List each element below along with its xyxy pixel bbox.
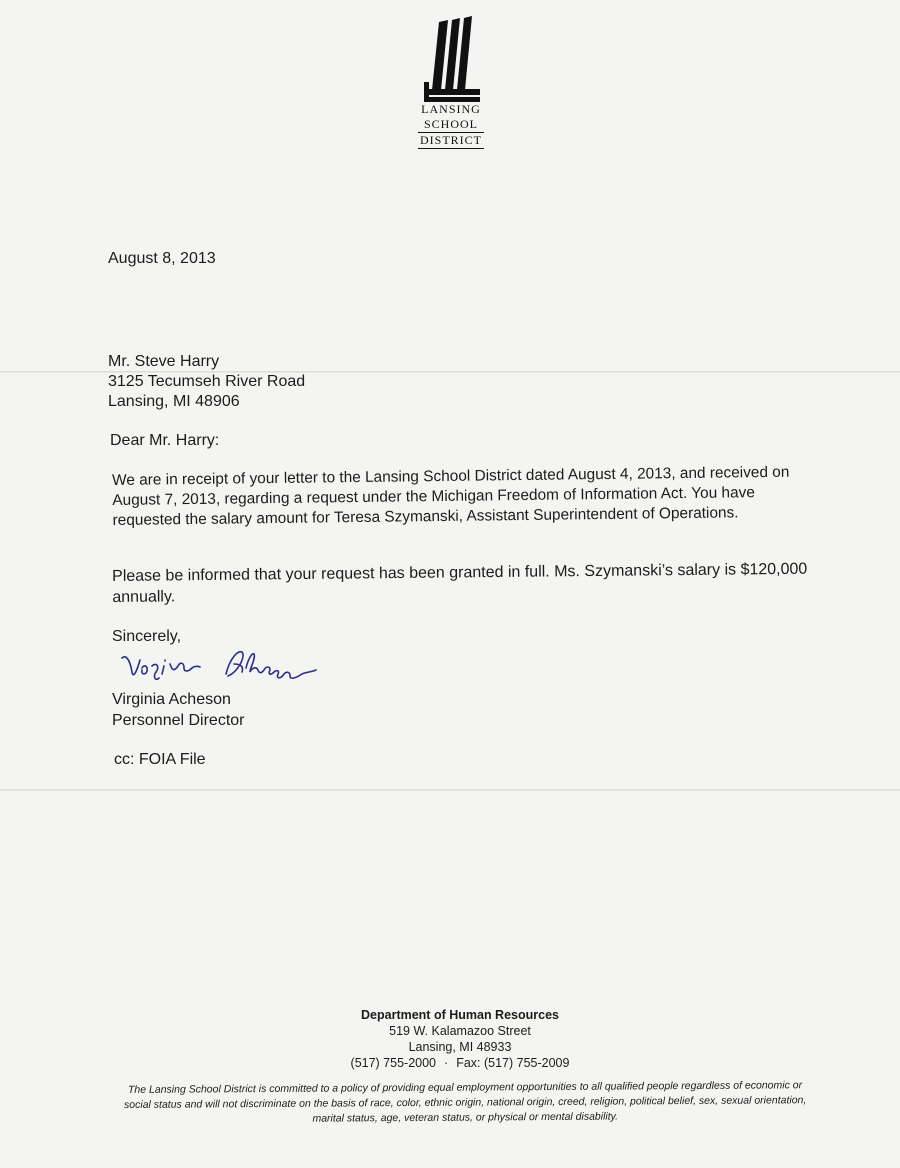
handwritten-signature: [118, 648, 328, 690]
paper-fold-line: [0, 789, 900, 791]
footer-phone: (517) 755-2000: [350, 1056, 437, 1070]
district-logo: [410, 16, 492, 149]
logo-line: DISTRICT: [420, 133, 482, 147]
footer-contact: [300, 1055, 620, 1071]
footer-city: Lansing, MI 48933: [408, 1040, 512, 1054]
eeo-statement: The Lansing School District is committed to a policy of providing equal employment opportunities to all qualified people regardless of economic or social status and will not discriminate on the basis of race, color, ethnic origin, national origin, creed, religion, political belief, sex, sexual orientation, marital status, age, veteran status, or physical or mental disability.: [123, 1079, 807, 1125]
department-name: Department of Human Resources: [361, 1008, 559, 1022]
body-paragraph-2: Please be informed that your request has been granted in full. Ms. Szymanski’s salary is $120,000 annually.: [112, 560, 808, 606]
bullet-separator: ·: [444, 1056, 449, 1070]
district-logo-mark: [419, 16, 483, 102]
signature-block: [112, 689, 245, 731]
signer-name: Virginia Acheson: [112, 691, 231, 708]
footer-address: [300, 1007, 620, 1071]
signer-title: Personnel Director: [112, 712, 245, 729]
recipient-city: Lansing, MI 48906: [108, 393, 240, 410]
footer-fax: Fax: (517) 755-2009: [456, 1056, 570, 1070]
recipient-street: 3125 Tecumseh River Road: [108, 373, 306, 390]
footer-street: 519 W. Kalamazoo Street: [389, 1024, 531, 1038]
logo-line: SCHOOL: [423, 117, 478, 131]
closing: Sincerely,: [112, 628, 182, 645]
letter-date: August 8, 2013: [108, 250, 216, 267]
recipient-name: Mr. Steve Harry: [108, 353, 220, 370]
logo-line: LANSING: [421, 102, 481, 116]
body-paragraph-1: We are in receipt of your letter to the Lansing School District dated August 4, 2013, and received on August 7, 2013, regarding a request under the Michigan Freedom of Information Act. You have requested the salary amount for Teresa Szymanski, Assistant Superintendent of Operations.: [112, 463, 790, 529]
recipient-address: [108, 352, 305, 412]
salutation: Dear Mr. Harry:: [110, 432, 220, 449]
cc-line: cc: FOIA File: [114, 751, 206, 768]
